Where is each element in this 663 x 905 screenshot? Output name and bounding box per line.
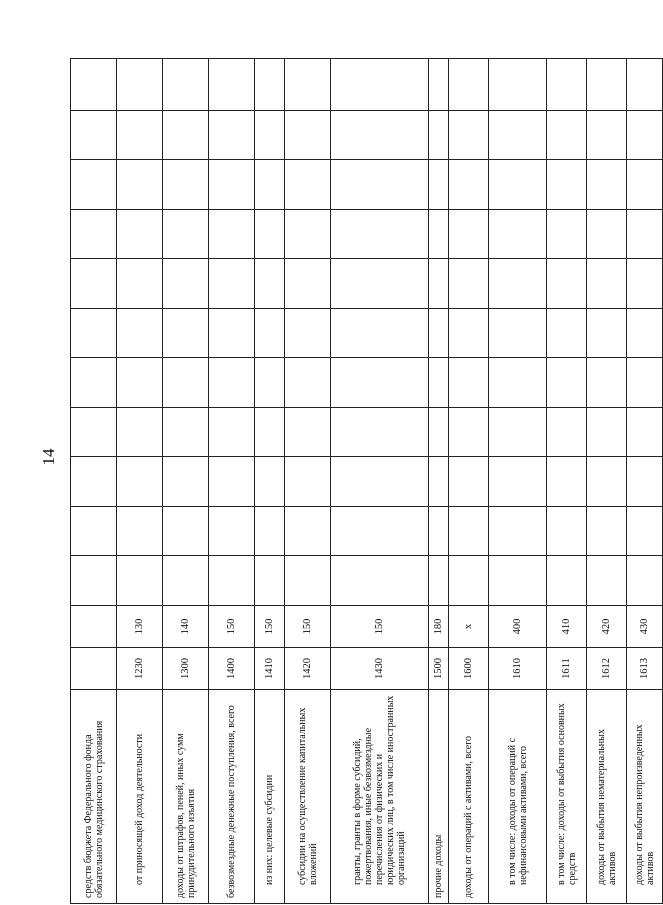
value-cell [331, 309, 429, 359]
value-cell [71, 507, 117, 557]
value-cell [285, 507, 331, 557]
value-cell [255, 309, 285, 359]
value-cell [331, 408, 429, 458]
value-cell [587, 160, 627, 210]
row-classification-code: x [449, 606, 489, 648]
value-cell [429, 111, 449, 161]
row-code: 1611 [547, 648, 587, 690]
row-code: 1600 [449, 648, 489, 690]
value-cell [627, 210, 663, 260]
value-cell [587, 259, 627, 309]
row-code [71, 648, 117, 690]
value-cell [547, 59, 587, 111]
value-cell [71, 111, 117, 161]
value-cell [489, 358, 547, 408]
value-cell [429, 408, 449, 458]
table-row [489, 59, 547, 904]
value-cell [163, 556, 209, 606]
table-row [587, 59, 627, 904]
value-cell [489, 160, 547, 210]
value-cell [71, 358, 117, 408]
value-cell [285, 259, 331, 309]
value-cell [117, 408, 163, 458]
row-code: 1300 [163, 648, 209, 690]
value-cell [627, 59, 663, 111]
row-code: 1613 [627, 648, 663, 690]
value-cell [449, 507, 489, 557]
value-cell [449, 259, 489, 309]
value-cell [587, 111, 627, 161]
value-cell [627, 160, 663, 210]
value-cell [117, 507, 163, 557]
value-cell [449, 408, 489, 458]
value-cell [209, 309, 255, 359]
value-cell [255, 507, 285, 557]
value-cell [255, 160, 285, 210]
value-cell [285, 408, 331, 458]
value-cell [209, 59, 255, 111]
row-label: из них: целевые субсидии [255, 690, 285, 904]
value-cell [429, 358, 449, 408]
value-cell [255, 408, 285, 458]
value-cell [449, 556, 489, 606]
value-cell [255, 111, 285, 161]
value-cell [71, 59, 117, 111]
value-cell [547, 160, 587, 210]
value-cell [285, 59, 331, 111]
value-cell [449, 457, 489, 507]
value-cell [449, 309, 489, 359]
value-cell [587, 457, 627, 507]
value-cell [429, 160, 449, 210]
row-classification-code [71, 606, 117, 648]
value-cell [117, 59, 163, 111]
row-code: 1500 [429, 648, 449, 690]
table-row [209, 59, 255, 904]
value-cell [255, 457, 285, 507]
value-cell [117, 358, 163, 408]
value-cell [627, 408, 663, 458]
value-cell [117, 111, 163, 161]
row-classification-code: 180 [429, 606, 449, 648]
value-cell [117, 259, 163, 309]
row-code: 1230 [117, 648, 163, 690]
value-cell [209, 408, 255, 458]
value-cell [117, 556, 163, 606]
value-cell [163, 507, 209, 557]
value-cell [489, 210, 547, 260]
value-cell [547, 309, 587, 359]
row-label: в том числе: доходы от операций с нефинансовыми активами, всего [489, 690, 547, 904]
value-cell [71, 259, 117, 309]
table-row [117, 59, 163, 904]
value-cell [331, 111, 429, 161]
row-code: 1410 [255, 648, 285, 690]
value-cell [255, 210, 285, 260]
value-cell [163, 309, 209, 359]
row-code: 1400 [209, 648, 255, 690]
value-cell [163, 457, 209, 507]
value-cell [429, 259, 449, 309]
row-label: безвозмездные денежные поступления, всего [209, 690, 255, 904]
value-cell [449, 59, 489, 111]
value-cell [331, 556, 429, 606]
row-label: от приносящей доход деятельности [117, 690, 163, 904]
row-classification-code: 150 [209, 606, 255, 648]
table-row [255, 59, 285, 904]
value-cell [163, 210, 209, 260]
value-cell [331, 507, 429, 557]
value-cell [209, 358, 255, 408]
value-cell [255, 59, 285, 111]
row-code: 1430 [331, 648, 429, 690]
value-cell [117, 457, 163, 507]
value-cell [331, 259, 429, 309]
row-classification-code: 140 [163, 606, 209, 648]
value-cell [547, 556, 587, 606]
value-cell [285, 358, 331, 408]
value-cell [209, 457, 255, 507]
row-classification-code: 130 [117, 606, 163, 648]
value-cell [331, 210, 429, 260]
value-cell [71, 457, 117, 507]
value-cell [285, 210, 331, 260]
value-cell [117, 210, 163, 260]
value-cell [587, 309, 627, 359]
value-cell [429, 556, 449, 606]
value-cell [117, 160, 163, 210]
value-cell [489, 556, 547, 606]
value-cell [449, 111, 489, 161]
value-cell [255, 259, 285, 309]
row-label: доходы от штрафов, пеней, иных сумм принудительного изъятия [163, 690, 209, 904]
table-row [285, 59, 331, 904]
value-cell [285, 457, 331, 507]
value-cell [209, 507, 255, 557]
value-cell [627, 358, 663, 408]
row-label: доходы от операций с активами, всего [449, 690, 489, 904]
value-cell [163, 160, 209, 210]
value-cell [547, 259, 587, 309]
value-cell [255, 358, 285, 408]
value-cell [587, 210, 627, 260]
row-classification-code: 150 [255, 606, 285, 648]
value-cell [209, 210, 255, 260]
value-cell [547, 358, 587, 408]
row-classification-code: 400 [489, 606, 547, 648]
value-cell [71, 408, 117, 458]
value-cell [547, 457, 587, 507]
table-row [163, 59, 209, 904]
report-table-rotated [70, 60, 656, 904]
value-cell [587, 556, 627, 606]
value-cell [285, 556, 331, 606]
value-cell [627, 309, 663, 359]
table-row [627, 59, 663, 904]
row-classification-code: 150 [331, 606, 429, 648]
value-cell [449, 160, 489, 210]
value-cell [71, 556, 117, 606]
value-cell [627, 556, 663, 606]
value-cell [627, 259, 663, 309]
row-code: 1612 [587, 648, 627, 690]
table-row [429, 59, 449, 904]
row-code: 1420 [285, 648, 331, 690]
report-table [70, 58, 663, 904]
value-cell [547, 210, 587, 260]
row-label: средств бюджета Федерального фонда обязательного медицинского страхования [71, 690, 117, 904]
table-row [449, 59, 489, 904]
value-cell [627, 111, 663, 161]
value-cell [547, 507, 587, 557]
value-cell [117, 309, 163, 359]
value-cell [429, 309, 449, 359]
value-cell [489, 408, 547, 458]
value-cell [163, 111, 209, 161]
table-row [547, 59, 587, 904]
value-cell [429, 507, 449, 557]
value-cell [255, 556, 285, 606]
value-cell [429, 59, 449, 111]
value-cell [331, 457, 429, 507]
value-cell [587, 507, 627, 557]
value-cell [547, 408, 587, 458]
row-classification-code: 410 [547, 606, 587, 648]
value-cell [209, 160, 255, 210]
value-cell [209, 556, 255, 606]
value-cell [285, 309, 331, 359]
value-cell [285, 111, 331, 161]
table-row [71, 59, 117, 904]
value-cell [489, 111, 547, 161]
value-cell [587, 408, 627, 458]
row-label: субсидии на осуществление капитальных вложений [285, 690, 331, 904]
value-cell [209, 111, 255, 161]
row-code: 1610 [489, 648, 547, 690]
value-cell [587, 358, 627, 408]
row-classification-code: 150 [285, 606, 331, 648]
value-cell [489, 457, 547, 507]
value-cell [331, 160, 429, 210]
value-cell [71, 309, 117, 359]
value-cell [209, 259, 255, 309]
value-cell [71, 160, 117, 210]
value-cell [331, 358, 429, 408]
value-cell [489, 259, 547, 309]
value-cell [449, 210, 489, 260]
page-number: 14 [39, 448, 58, 466]
value-cell [71, 210, 117, 260]
value-cell [627, 507, 663, 557]
row-label: прочие доходы [429, 690, 449, 904]
value-cell [547, 111, 587, 161]
value-cell [449, 358, 489, 408]
row-label: доходы от выбытия непроизведенных активов [627, 690, 663, 904]
value-cell [163, 358, 209, 408]
row-label: гранты, гранты в форме субсидий, пожертвования, иные безвозмездные перечисления от физических и юридических лиц, в том числе иностранных организаций [331, 690, 429, 904]
value-cell [163, 408, 209, 458]
row-label: в том числе: доходы от выбытия основных средств [547, 690, 587, 904]
value-cell [331, 59, 429, 111]
row-classification-code: 430 [627, 606, 663, 648]
value-cell [489, 507, 547, 557]
row-classification-code: 420 [587, 606, 627, 648]
value-cell [587, 59, 627, 111]
table-row [331, 59, 429, 904]
row-label: доходы от выбытия нематериальных активов [587, 690, 627, 904]
value-cell [429, 210, 449, 260]
value-cell [285, 160, 331, 210]
value-cell [489, 309, 547, 359]
value-cell [489, 59, 547, 111]
value-cell [627, 457, 663, 507]
value-cell [163, 59, 209, 111]
value-cell [163, 259, 209, 309]
value-cell [429, 457, 449, 507]
